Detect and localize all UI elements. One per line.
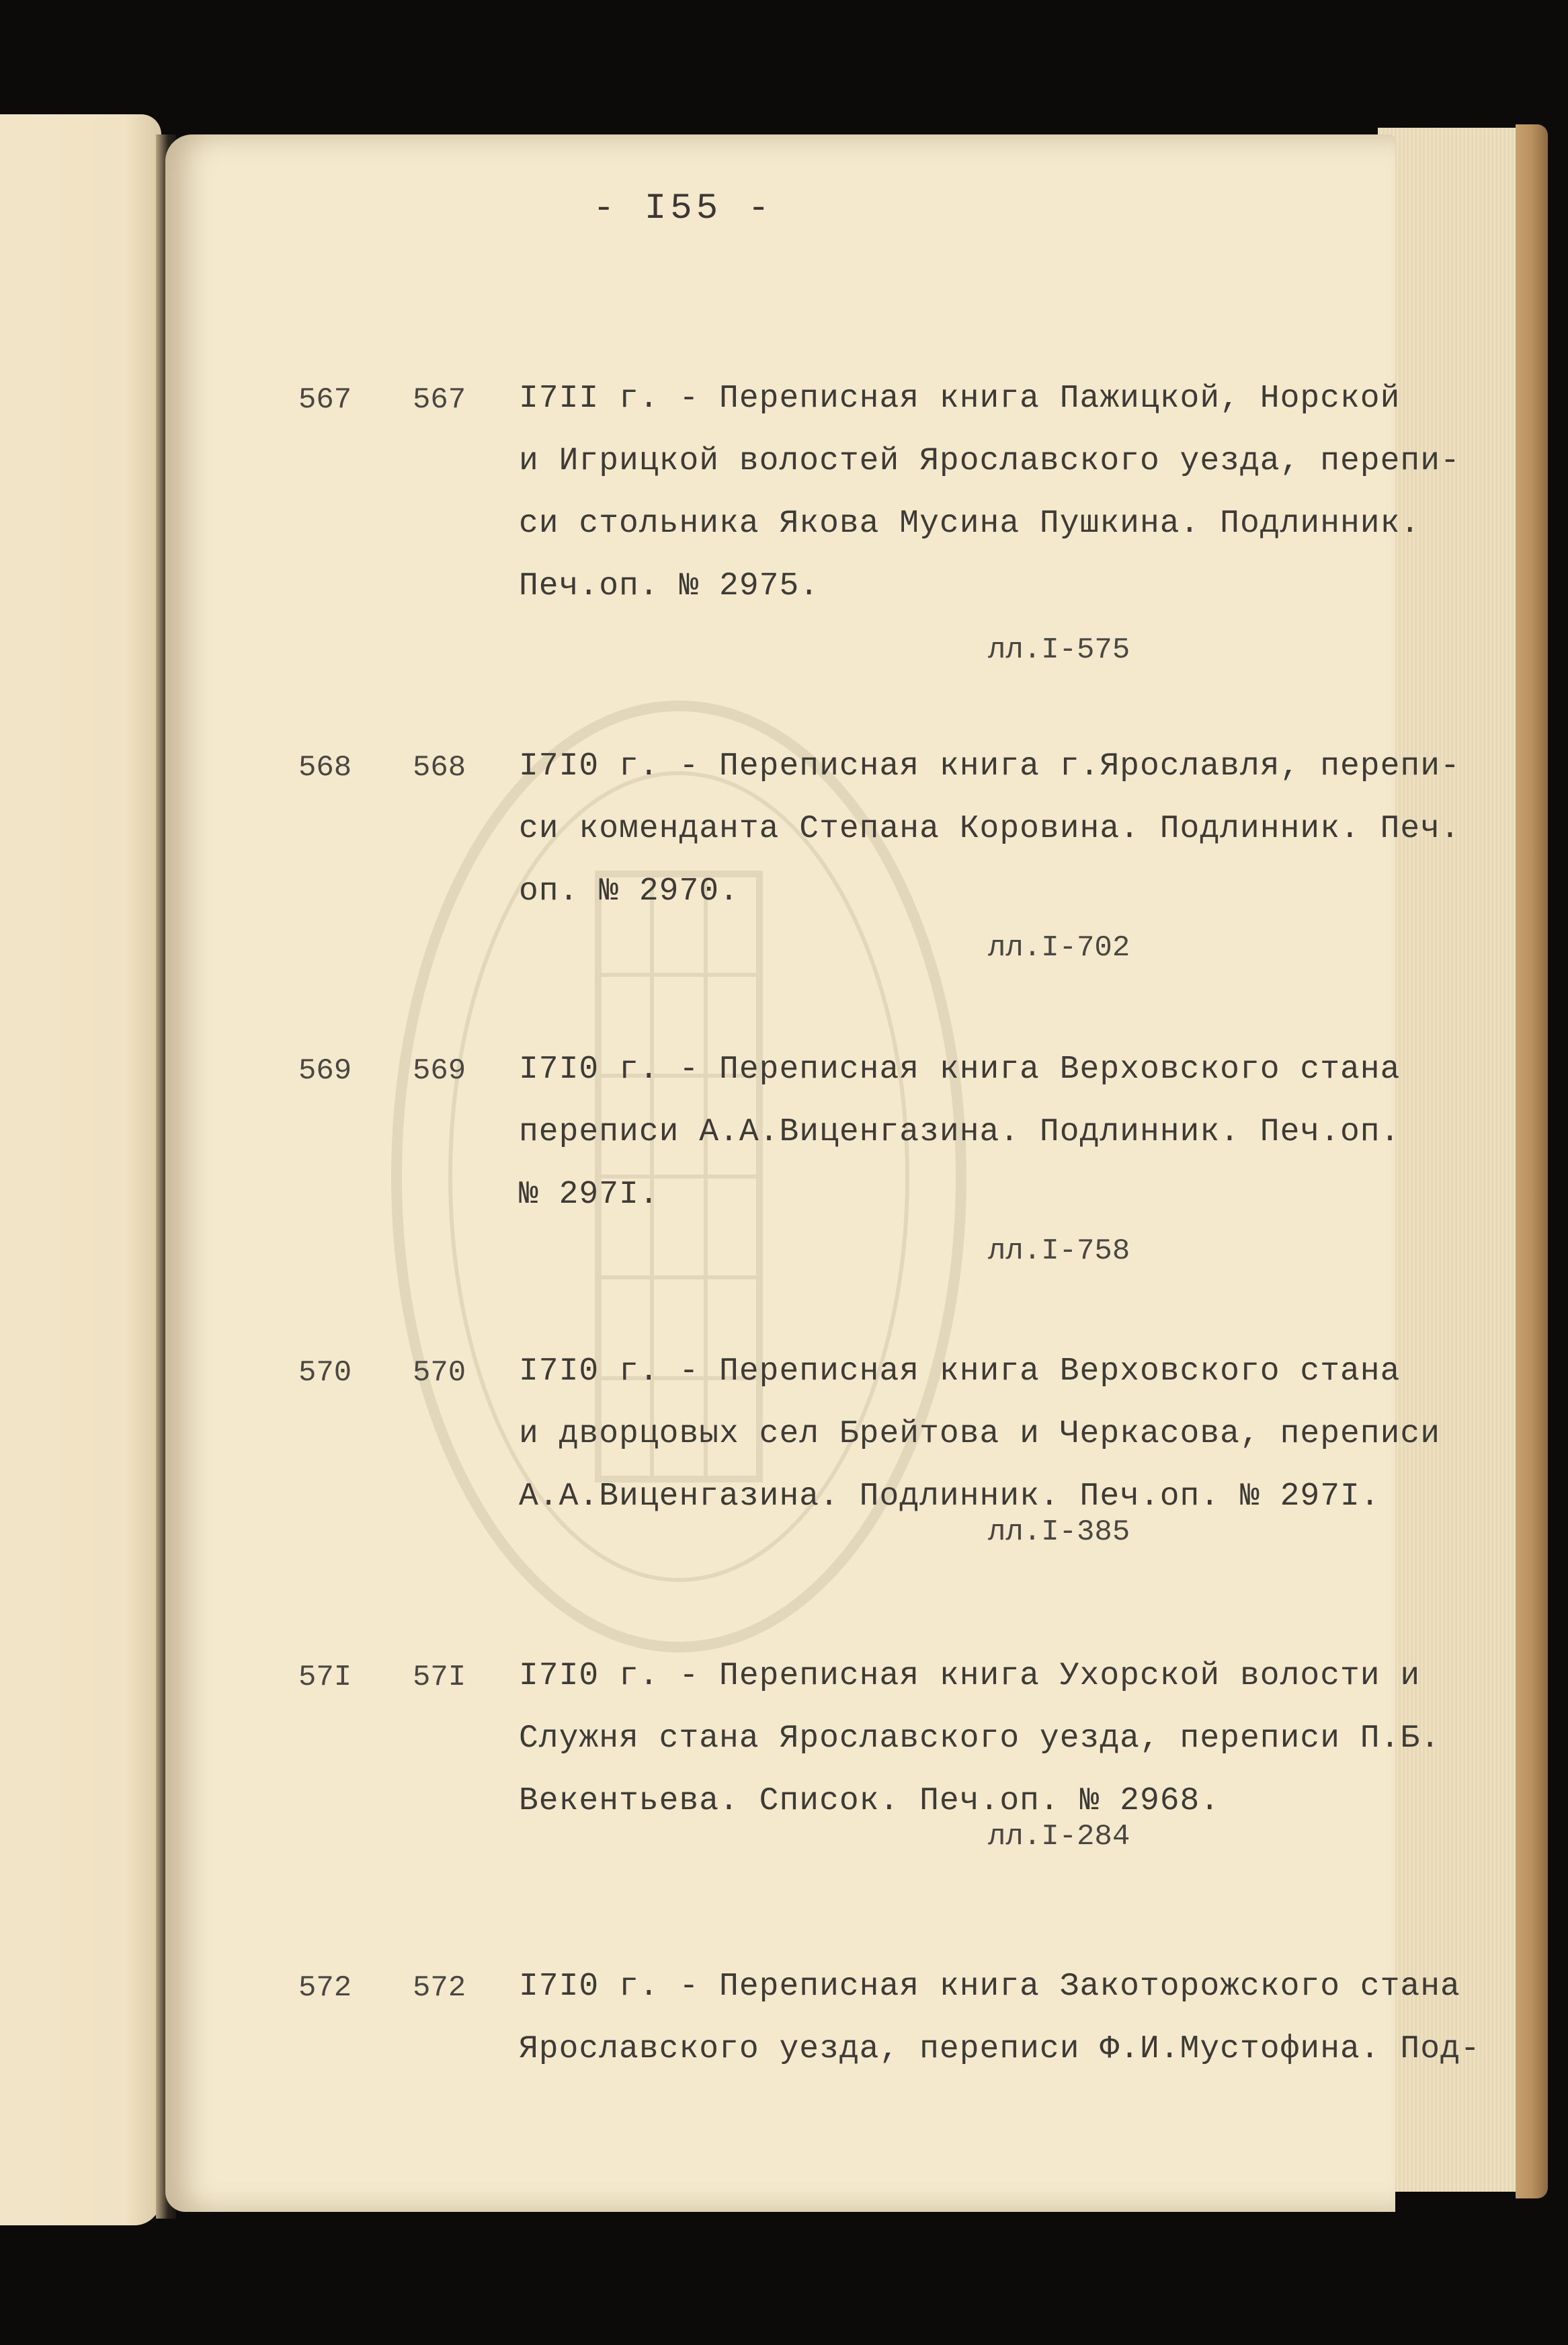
page-number: - I55 -: [593, 188, 774, 229]
entry-text-line: I7II г. - Переписная книга Пажицкой, Норской: [519, 381, 1401, 417]
entry-number: 569: [298, 1054, 352, 1088]
entry-text-line: Ярославского уезда, переписи Ф.И.Мустофина. Под-: [519, 2031, 1481, 2067]
entry-number: 570: [298, 1356, 352, 1390]
entry-text-line: и Игрицкой волостей Ярославского уезда, перепи-: [519, 443, 1460, 479]
left-page: [0, 114, 161, 2225]
entry-text-line: А.А.Виценгазина. Подлинник. Печ.оп. № 297I.: [519, 1478, 1380, 1515]
entry-old-number: 57I: [413, 1661, 466, 1694]
entry-text-line: си коменданта Степана Коровина. Подлинник. Печ.: [519, 811, 1460, 847]
entry-old-number: 567: [413, 383, 466, 417]
entry-number: 572: [298, 1971, 352, 2005]
entry-text-line: Служня стана Ярославского уезда, переписи П.Б.: [519, 1720, 1441, 1757]
entry-old-number: 568: [413, 751, 466, 785]
entry-old-number: 570: [413, 1356, 466, 1390]
entry-text-line: Векентьева. Список. Печ.оп. № 2968.: [519, 1783, 1221, 1819]
entry-text-line: I7I0 г. - Переписная книга Ухорской волости и: [519, 1658, 1421, 1694]
entry-text-line: переписи А.А.Виценгазина. Подлинник. Печ.оп.: [519, 1114, 1401, 1150]
sheet-range: лл.I-758: [988, 1234, 1130, 1268]
entry-text-line: си стольника Якова Мусина Пушкина. Подлинник.: [519, 506, 1421, 542]
entry-number: 57I: [298, 1661, 352, 1694]
entry-text-line: № 297I.: [519, 1177, 659, 1213]
entry-number: 567: [298, 383, 352, 417]
sheet-range: лл.I-385: [988, 1515, 1130, 1549]
entry-old-number: 569: [413, 1054, 466, 1088]
entry-text-line: оп. № 2970.: [519, 873, 739, 910]
entry-text-line: I7I0 г. - Переписная книга г.Ярославля, перепи-: [519, 748, 1460, 785]
entry-text-line: I7I0 г. - Переписная книга Закоторожского стана: [519, 1969, 1460, 2005]
book-cover-edge: [1516, 124, 1548, 2198]
sheet-range: лл.I-284: [988, 1820, 1130, 1854]
entry-text-line: Печ.оп. № 2975.: [519, 568, 820, 604]
entry-text-line: I7I0 г. - Переписная книга Верховского стана: [519, 1353, 1401, 1390]
sheet-range: лл.I-702: [988, 931, 1130, 965]
entry-number: 568: [298, 751, 352, 785]
entry-text-line: и дворцовых сел Брейтова и Черкасова, переписи: [519, 1416, 1441, 1452]
entry-text-line: I7I0 г. - Переписная книга Верховского стана: [519, 1051, 1401, 1088]
sheet-range: лл.I-575: [988, 633, 1130, 667]
entry-old-number: 572: [413, 1971, 466, 2005]
